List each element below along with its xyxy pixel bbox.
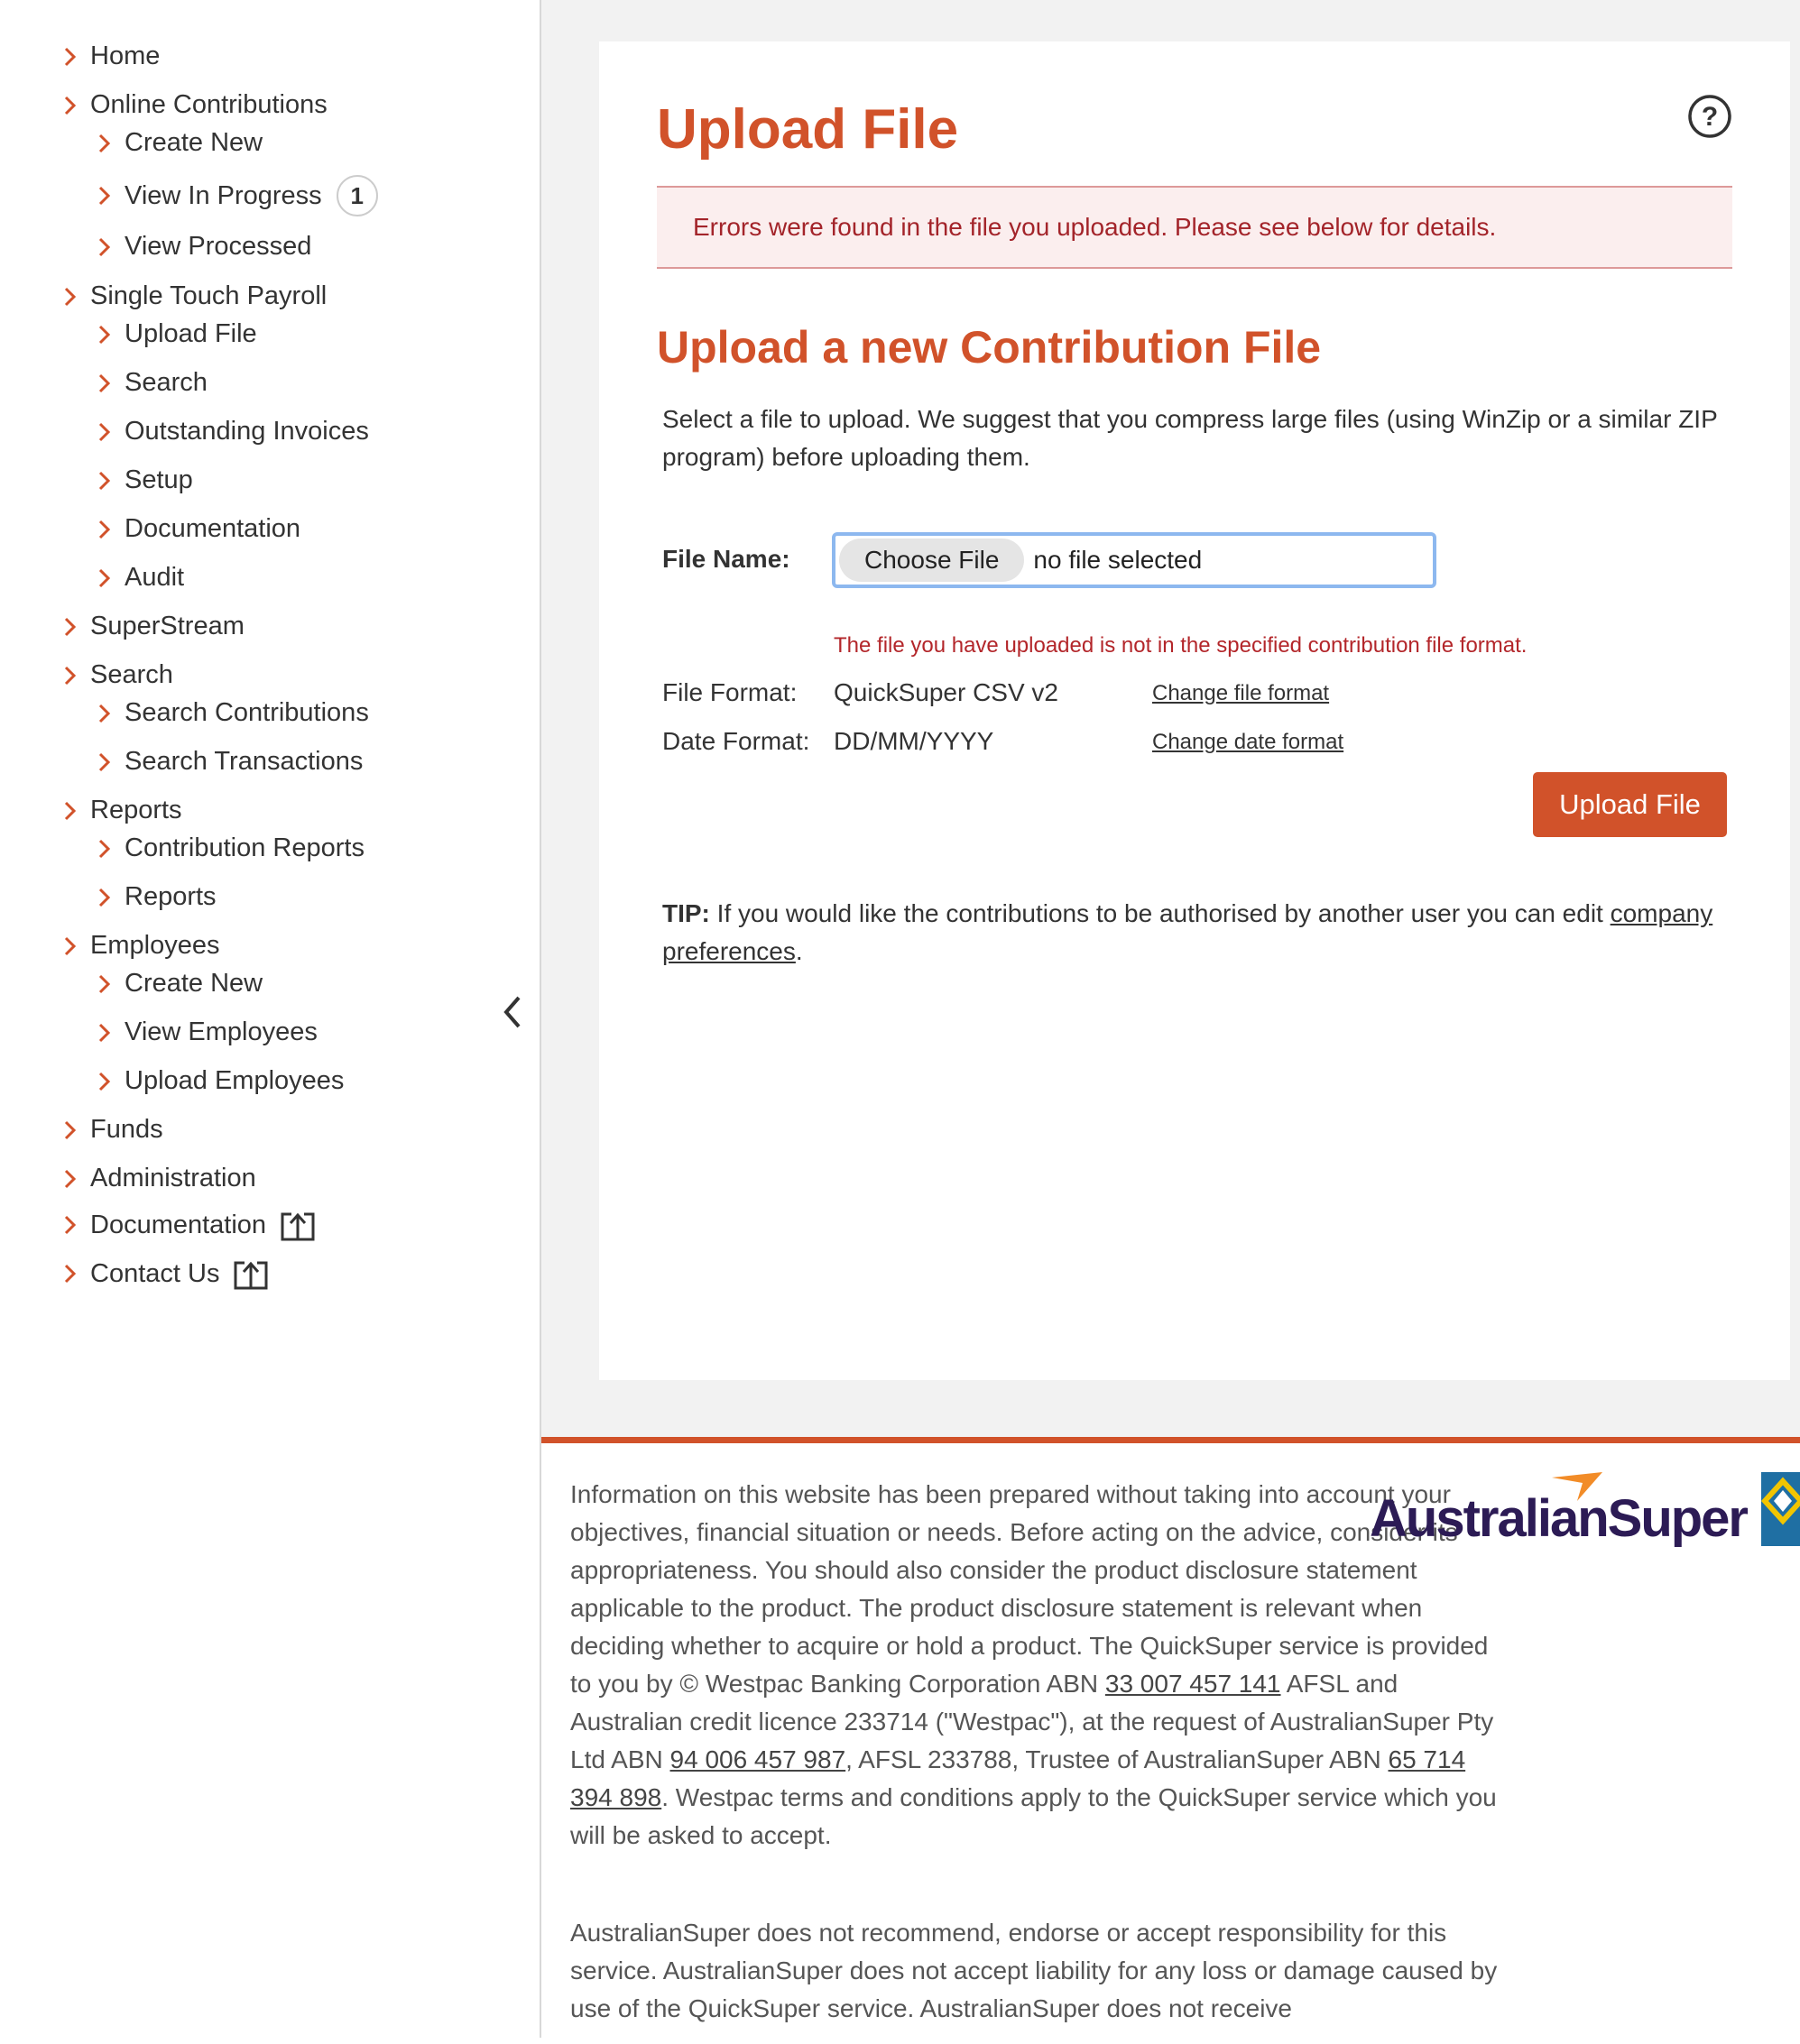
chevron-right-icon [63, 935, 78, 957]
chevron-right-icon [63, 800, 78, 822]
sidebar-item-search-transactions[interactable] [97, 747, 363, 777]
sidebar-item-label: View Employees [125, 1017, 318, 1046]
choose-file-button[interactable]: Choose File [839, 539, 1024, 582]
chevron-right-icon [63, 286, 78, 308]
sidebar-item-outstanding-invoices[interactable] [97, 417, 369, 447]
sidebar-item-administration[interactable] [63, 1164, 256, 1193]
chevron-right-icon [97, 887, 112, 908]
page-title: Upload File [657, 98, 959, 161]
chevron-right-icon [63, 616, 78, 638]
file-format-value: QuickSuper CSV v2 [834, 678, 1058, 706]
error-banner-text: Errors were found in the file you uploaded. Please see below for details. [693, 213, 1497, 241]
tip-label: TIP: [662, 899, 710, 927]
tip-text [662, 895, 1745, 971]
sidebar-item-label: Outstanding Invoices [125, 417, 369, 446]
industry-fund-badge [1761, 1472, 1800, 1546]
count-badge: 1 [337, 175, 378, 216]
sidebar-item-label: Online Contributions [90, 90, 328, 119]
sidebar-item-funds[interactable] [63, 1115, 163, 1145]
company-preferences-link[interactable]: company preferences [662, 899, 1713, 965]
intro-text: Select a file to upload. We suggest that you compress large files (using WinZip or a similar ZIP program) before uploading them. [662, 405, 1718, 471]
sidebar-item-label: Documentation [125, 514, 301, 543]
sidebar-item-view-processed[interactable] [97, 232, 311, 262]
sidebar-item-employees[interactable] [63, 931, 219, 961]
sidebar-item-label: Home [90, 41, 161, 70]
sidebar-item-documentation-external[interactable] [63, 1209, 315, 1241]
sidebar-item-setup[interactable] [97, 465, 193, 495]
date-format-value: DD/MM/YYYY [834, 727, 994, 755]
sidebar-item-label: Upload File [125, 319, 257, 348]
chevron-right-icon [97, 973, 112, 995]
sidebar-item-search[interactable] [97, 368, 208, 398]
chevron-right-icon [97, 185, 112, 207]
sidebar-item-view-employees[interactable] [97, 1017, 318, 1047]
tip-body: If you would like the contributions to be authorised by another user you can edit [709, 899, 1611, 927]
sidebar-item-label: Create New [125, 969, 263, 998]
date-format-label: Date Format: [662, 727, 810, 755]
section-title: Upload a new Contribution File [657, 322, 1322, 373]
sidebar-item-label: Search Contributions [125, 698, 369, 727]
sidebar-item-search-group[interactable] [63, 660, 173, 690]
chevron-right-icon [97, 703, 112, 724]
chevron-right-icon [97, 133, 112, 154]
sidebar-item-label: Search [125, 368, 208, 397]
chevron-right-icon [97, 519, 112, 540]
footer-text-3: , AFSL 233788, Trustee of AustralianSuper ABN [845, 1745, 1389, 1773]
error-banner [657, 186, 1732, 269]
chevron-right-icon [63, 46, 78, 68]
collapse-sidebar-button[interactable] [494, 992, 531, 1032]
footer-liability: AustralianSuper does not recommend, endorse or accept responsibility for this service. AustralianSuper does not accept liability for any loss or damage caused by use of the QuickSuper service. AustralianSuper does not receive [570, 1919, 1498, 2022]
sidebar-item-label: Create New [125, 128, 263, 157]
footer [541, 1437, 1800, 2044]
sidebar-item-label: Contact Us [90, 1258, 220, 1288]
sidebar-item-search-contributions[interactable] [97, 698, 369, 728]
sidebar-item-label: Funds [90, 1115, 163, 1144]
chevron-right-icon [97, 373, 112, 394]
chevron-right-icon [97, 236, 112, 258]
logo-wordmark: AustralianSuper [1370, 1489, 1747, 1548]
chevron-left-icon [494, 992, 531, 1032]
sidebar-item-label: SuperStream [90, 612, 245, 640]
file-format-label: File Format: [662, 678, 798, 706]
tip-end: . [795, 937, 803, 965]
sidebar-item-create-new-employee[interactable] [97, 969, 263, 999]
sidebar-item-home[interactable] [63, 41, 160, 71]
industry-fund-icon [1761, 1472, 1800, 1546]
australiansuper-logo [1370, 1470, 1749, 1551]
chevron-right-icon [63, 665, 78, 686]
sidebar-item-label: Reports [90, 796, 182, 824]
upload-file-button[interactable]: Upload File [1533, 772, 1727, 837]
sidebar-item-label: Single Touch Payroll [90, 281, 328, 310]
chevron-right-icon [63, 95, 78, 116]
file-status-text: no file selected [1033, 546, 1203, 574]
sidebar-item-label: View In Progress [125, 180, 322, 210]
sidebar-item-view-in-progress[interactable] [97, 175, 378, 216]
chevron-right-icon [97, 324, 112, 345]
sidebar-item-superstream[interactable] [63, 612, 245, 641]
sidebar-item-label: Search Transactions [125, 747, 364, 776]
main-content [541, 0, 1800, 1439]
sidebar-item-label: Administration [90, 1164, 256, 1192]
change-date-format-link[interactable]: Change date format [1152, 730, 1344, 754]
sidebar-item-audit[interactable] [97, 563, 184, 593]
chevron-right-icon [97, 421, 112, 443]
external-link-icon [234, 1257, 268, 1290]
sidebar-item-reports-group[interactable] [63, 796, 182, 825]
chevron-right-icon [97, 567, 112, 589]
footer-text-4: . Westpac terms and conditions apply to the QuickSuper service which you will be asked to accept. [570, 1783, 1497, 1849]
sidebar-item-create-new[interactable] [97, 128, 263, 158]
abn-link-westpac[interactable]: 33 007 457 141 [1104, 1670, 1281, 1698]
sidebar-item-label: Reports [125, 882, 217, 911]
sidebar-item-online-contributions[interactable] [63, 90, 328, 120]
footer-text-1: Information on this website has been prepared without taking into account your objectives, financial situation or needs. Before acting on the advice, consider its appropriateness. You should also consider the product disclosure statement applicable to the product. The product disclosure statement is relevant when deciding whether to acquire or hold a product. The QuickSuper service is provided to you by © Westpac Banking Corporation ABN [570, 1480, 1489, 1698]
sidebar [0, 0, 541, 2038]
sidebar-item-label: Documentation [90, 1210, 267, 1239]
chevron-right-icon [63, 1168, 78, 1190]
chevron-right-icon [63, 1263, 78, 1284]
file-error-message: The file you have uploaded is not in the specified contribution file format. [834, 633, 1528, 658]
sidebar-item-reports[interactable] [97, 882, 217, 912]
file-input[interactable] [832, 532, 1436, 588]
file-name-label: File Name: [662, 545, 790, 573]
chevron-right-icon [63, 1119, 78, 1141]
footer-text-2: AFSL and Australian credit licence 233714 ("Westpac"), at the request of AustralianSuper Pty Ltd ABN [570, 1670, 1494, 1773]
chevron-right-icon [97, 1071, 112, 1092]
svg-text:?: ? [1701, 102, 1719, 132]
chevron-right-icon [97, 838, 112, 860]
sidebar-item-contact-us[interactable] [63, 1257, 268, 1290]
change-file-format-link[interactable]: Change file format [1152, 681, 1330, 705]
sidebar-item-label: Audit [125, 563, 185, 592]
sidebar-item-contribution-reports[interactable] [97, 833, 365, 863]
sidebar-item-label: Search [90, 660, 173, 689]
abn-link-australiansuper[interactable]: 65 714 394 898 [570, 1745, 1466, 1811]
sidebar-item-label: Contribution Reports [125, 833, 365, 862]
upload-card [599, 41, 1790, 1380]
footer-disclaimer [570, 1476, 1500, 1855]
sidebar-item-upload-file[interactable] [97, 319, 257, 349]
sidebar-item-label: View Processed [125, 232, 312, 261]
sidebar-item-label: Upload Employees [125, 1066, 345, 1095]
sidebar-item-label: Setup [125, 465, 193, 494]
chevron-right-icon [97, 470, 112, 492]
chevron-right-icon [97, 751, 112, 773]
chevron-right-icon [97, 1022, 112, 1044]
help-icon[interactable] [1687, 94, 1732, 139]
abn-link-australiansuper-pty[interactable]: 94 006 457 987 [669, 1745, 846, 1773]
sidebar-item-single-touch-payroll[interactable] [63, 281, 327, 311]
chevron-right-icon [63, 1214, 78, 1236]
sidebar-item-upload-employees[interactable] [97, 1066, 344, 1096]
sidebar-item-documentation[interactable] [97, 514, 300, 544]
external-link-icon [281, 1209, 315, 1241]
sidebar-item-label: Employees [90, 931, 220, 960]
